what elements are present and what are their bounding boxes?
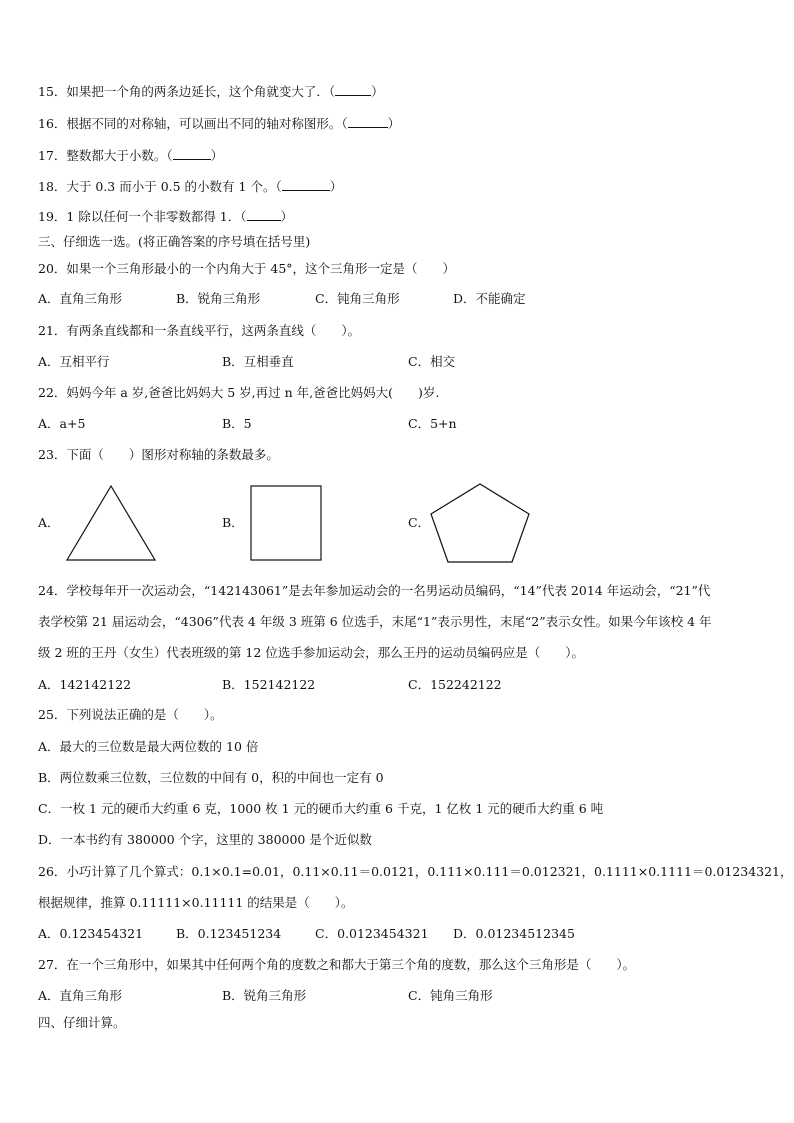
question-23: 23．下面（ ）图形对称轴的条数最多。 (38, 447, 279, 462)
option-d[interactable]: D．一本书约有 380000 个字，这里的 380000 是个近似数 (38, 832, 372, 847)
option-a[interactable]: A．0.123454321 (38, 926, 144, 941)
question-24-line-2: 表学校第 21 届运动会，“4306”代表 4 年级 3 班第 6 位选手，末尾“1”表示男性，末尾“2”表示女性。如果今年该校 4 年 (38, 614, 712, 629)
question-25: 25．下列说法正确的是（ ）。 (38, 707, 223, 722)
option-b[interactable]: B． (222, 515, 244, 530)
answer-blank[interactable] (348, 115, 388, 128)
option-b[interactable]: B．152142122 (222, 677, 316, 692)
question-text: 17．整数都大于小数。（ (38, 148, 173, 163)
question-text: 18．大于 0.3 而小于 0.5 的小数有 1 个。（ (38, 179, 282, 194)
question-close: ） (210, 148, 224, 163)
answer-blank[interactable] (247, 208, 281, 221)
question-21: 21．有两条直线都和一条直线平行，这两条直线（ ）。 (38, 323, 361, 338)
option-c[interactable]: C．一枚 1 元的硬币大约重 6 克，1000 枚 1 元的硬币大约重 6 千克，1 亿枚 1 元的硬币大约重 6 吨 (38, 801, 604, 816)
question-27: 27．在一个三角形中，如果其中任何两个角的度数之和都大于第三个角的度数，那么这个三角形是（ ）。 (38, 957, 636, 972)
square-figure (248, 483, 324, 563)
option-b[interactable]: B．两位数乘三位数，三位数的中间有 0，积的中间也一定有 0 (38, 770, 384, 785)
question-16 (38, 115, 400, 132)
option-a[interactable]: A．a+5 (38, 416, 86, 431)
question-17 (38, 147, 223, 164)
question-24-line-3: 级 2 班的王丹（女生）代表班级的第 12 位选手参加运动会，那么王丹的运动员编码应是（ ）。 (38, 645, 585, 660)
question-26-line-1: 26．小巧计算了几个算式：0.1×0.1=0.01，0.11×0.11＝0.0121，0.111×0.111＝0.012321，0.1111×0.1111＝0.01234321， (38, 864, 793, 879)
option-b[interactable]: B．锐角三角形 (176, 291, 261, 306)
question-text: 19．1 除以任何一个非零数都得 1．（ (38, 209, 247, 224)
option-b[interactable]: B．5 (222, 416, 252, 431)
section-heading-3: 三、仔细选一选。(将正确答案的序号填在括号里) (38, 234, 311, 249)
option-a[interactable]: A．直角三角形 (38, 291, 123, 306)
question-close: ） (329, 179, 343, 194)
option-d[interactable]: D．不能确定 (453, 291, 526, 306)
option-c[interactable]: C．5+n (408, 416, 457, 431)
answer-blank[interactable] (335, 83, 371, 96)
question-26-line-2: 根据规律，推算 0.11111×0.11111 的结果是（ ）。 (38, 895, 354, 910)
question-text: 15．如果把一个角的两条边延长，这个角就变大了．（ (38, 84, 336, 99)
question-18 (38, 178, 342, 195)
option-c[interactable]: C．152242122 (408, 677, 502, 692)
option-b[interactable]: B．互相垂直 (222, 354, 294, 369)
option-a[interactable]: A．最大的三位数是最大两位数的 10 倍 (38, 739, 259, 754)
option-a[interactable]: A．互相平行 (38, 354, 110, 369)
pentagon-figure (428, 481, 532, 565)
question-close: ） (280, 209, 294, 224)
question-close: ） (387, 116, 401, 131)
question-22: 22．妈妈今年 a 岁,爸爸比妈妈大 5 岁,再过 n 年,爸爸比妈妈大( )岁. (38, 385, 440, 400)
option-c[interactable]: C．钝角三角形 (408, 988, 493, 1003)
section-heading-4: 四、仔细计算。 (38, 1015, 126, 1030)
answer-blank[interactable] (282, 178, 330, 191)
question-close: ） (371, 84, 384, 99)
question-20: 20．如果一个三角形最小的一个内角大于 45°，这个三角形一定是（ ） (38, 261, 456, 276)
option-c[interactable]: C．钝角三角形 (315, 291, 400, 306)
option-b[interactable]: B．锐角三角形 (222, 988, 307, 1003)
option-a[interactable]: A．直角三角形 (38, 988, 123, 1003)
option-d[interactable]: D．0.01234512345 (453, 926, 575, 941)
question-text: 16．根据不同的对称轴，可以画出不同的轴对称图形。（ (38, 116, 348, 131)
question-15 (38, 83, 384, 100)
option-c[interactable]: C．0.0123454321 (315, 926, 429, 941)
question-19 (38, 208, 293, 225)
option-b[interactable]: B．0.123451234 (176, 926, 282, 941)
option-c[interactable]: C．相交 (408, 354, 456, 369)
triangle-figure (64, 483, 158, 563)
question-24-line-1: 24．学校每年开一次运动会，“142143061”是去年参加运动会的一名男运动员编码，“14”代表 2014 年运动会，“21”代 (38, 583, 711, 598)
option-c[interactable]: C． (408, 515, 431, 530)
option-a[interactable]: A． (38, 515, 60, 530)
answer-blank[interactable] (173, 147, 211, 160)
option-a[interactable]: A．142142122 (38, 677, 132, 692)
